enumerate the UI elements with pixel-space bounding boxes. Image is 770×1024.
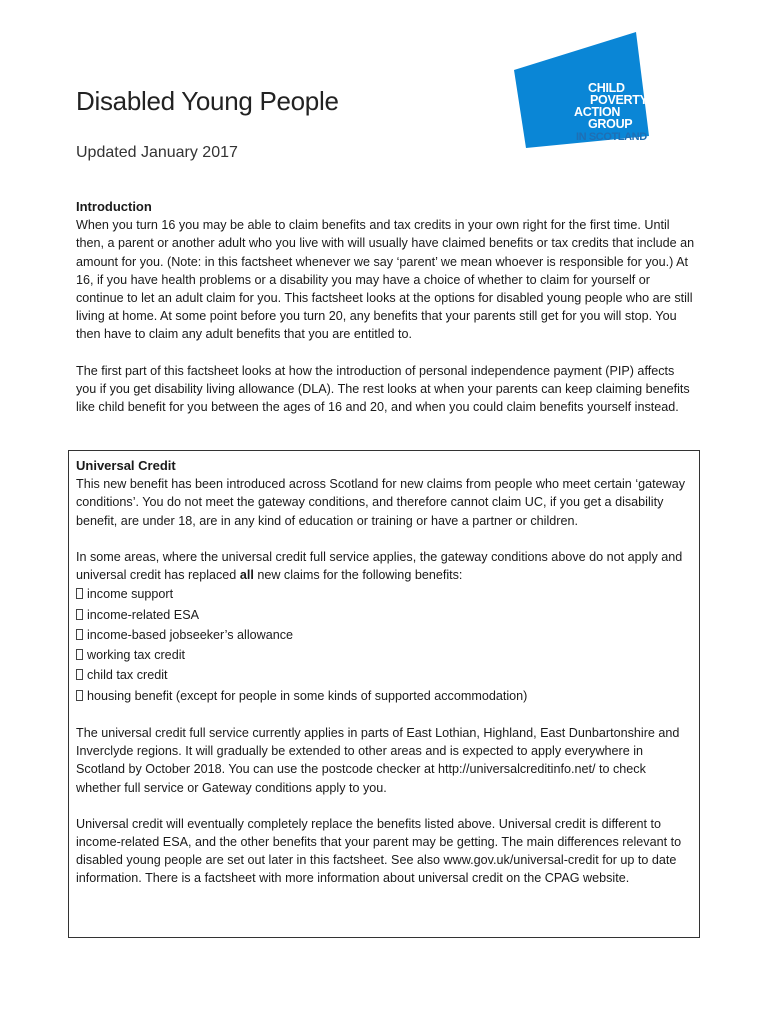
benefits-list — [76, 584, 694, 706]
list-item — [76, 625, 694, 645]
logo-line-3: ACTION — [574, 105, 621, 119]
universal-credit-heading: Universal Credit — [76, 458, 176, 473]
logo-line-1: CHILD — [588, 81, 625, 95]
list-item-label: housing benefit (except for people in some kinds of supported accommodation) — [87, 688, 528, 703]
list-item — [76, 645, 694, 665]
uc-paragraph-1: This new benefit has been introduced across Scotland for new claims from people who meet certain ‘gateway conditions’. You do not meet the gateway conditions, and therefore cannot claim UC, if you get a disability benefit, are under 18, are in any kind of education or training or have a partner or children. — [76, 477, 686, 528]
list-item-label: working tax credit — [87, 648, 185, 663]
page-title: Disabled Young People — [76, 86, 339, 116]
bullet-icon — [76, 669, 83, 680]
list-item-label: income support — [87, 587, 174, 602]
list-item-label: income-related ESA — [87, 607, 199, 622]
uc-paragraph-2 — [76, 548, 694, 584]
updated-date: Updated January 2017 — [76, 144, 238, 161]
uc-paragraph-2-end: new claims for the following benefits: — [253, 568, 463, 583]
bullet-icon — [76, 629, 83, 640]
list-item — [76, 605, 694, 625]
list-item-label: income-based jobseeker’s allowance — [87, 627, 294, 642]
uc-paragraph-2-text: In some areas, where the universal credit full service applies, the gateway conditions above do not apply and universal credit has replaced — [76, 549, 683, 583]
logo-line-2: POVERTY — [590, 93, 648, 107]
universal-credit-box — [68, 450, 700, 938]
uc-paragraph-2-bold: all — [239, 568, 254, 583]
list-item-label: child tax credit — [87, 668, 168, 683]
list-item — [76, 665, 694, 685]
uc-paragraph-4: Universal credit will eventually completely replace the benefits listed above. Universal credit is different to income-related ESA, and the other benefits that your parent may be getting. The main differences relevant to disabled young people are set out later in this factsheet. See also www.gov.uk/universal-credit for up to date information. There is a factsheet with more information about universal credit on the CPAG website. — [76, 816, 682, 886]
bullet-icon — [76, 609, 83, 620]
bullet-icon — [76, 588, 83, 599]
intro-paragraph-2: The first part of this factsheet looks at how the introduction of personal independence payment (PIP) affects you if you get disability living allowance (DLA). The rest looks at when your parents can keep claiming benefits like child benefit for you between the ages of 16 and 20, and when you could claim benefits yourself instead. — [76, 363, 690, 415]
introduction-heading: Introduction — [76, 199, 152, 214]
logo-line-4: GROUP — [588, 117, 633, 131]
introduction-section — [76, 198, 696, 416]
logo-subtitle: IN SCOTLAND — [576, 131, 647, 143]
cpag-logo — [512, 32, 657, 162]
list-item — [76, 686, 694, 706]
bullet-icon — [76, 690, 83, 701]
uc-paragraph-3: The universal credit full service currently applies in parts of East Lothian, Highland, East Dunbartonshire and Inverclyde regions. It will gradually be extended to other areas and is expected to apply everywhere in Scotland by October 2018. You can use the postcode checker at http://universalcreditinfo.net/ to check whether full service or Gateway conditions apply to you. — [76, 726, 680, 795]
bullet-icon — [76, 649, 83, 660]
list-item — [76, 584, 694, 604]
intro-paragraph-1: When you turn 16 you may be able to claim benefits and tax credits in your own right for the first time. Until then, a parent or another adult who you live with will usually have claimed benefits or tax credits that include an amount for you. (Note: in this factsheet whenever we say ‘parent’ we mean whoever is responsible for you.) At 16, if you have health problems or a disability you may have a choice of whether to claim for yourself or continue to let an adult claim for you. This factsheet looks at the options for disabled young people who are still living at home. At some point before you turn 20, any benefits that your parents still get for you will stop. You then have to claim any adult benefits that you are entitled to. — [76, 218, 695, 342]
